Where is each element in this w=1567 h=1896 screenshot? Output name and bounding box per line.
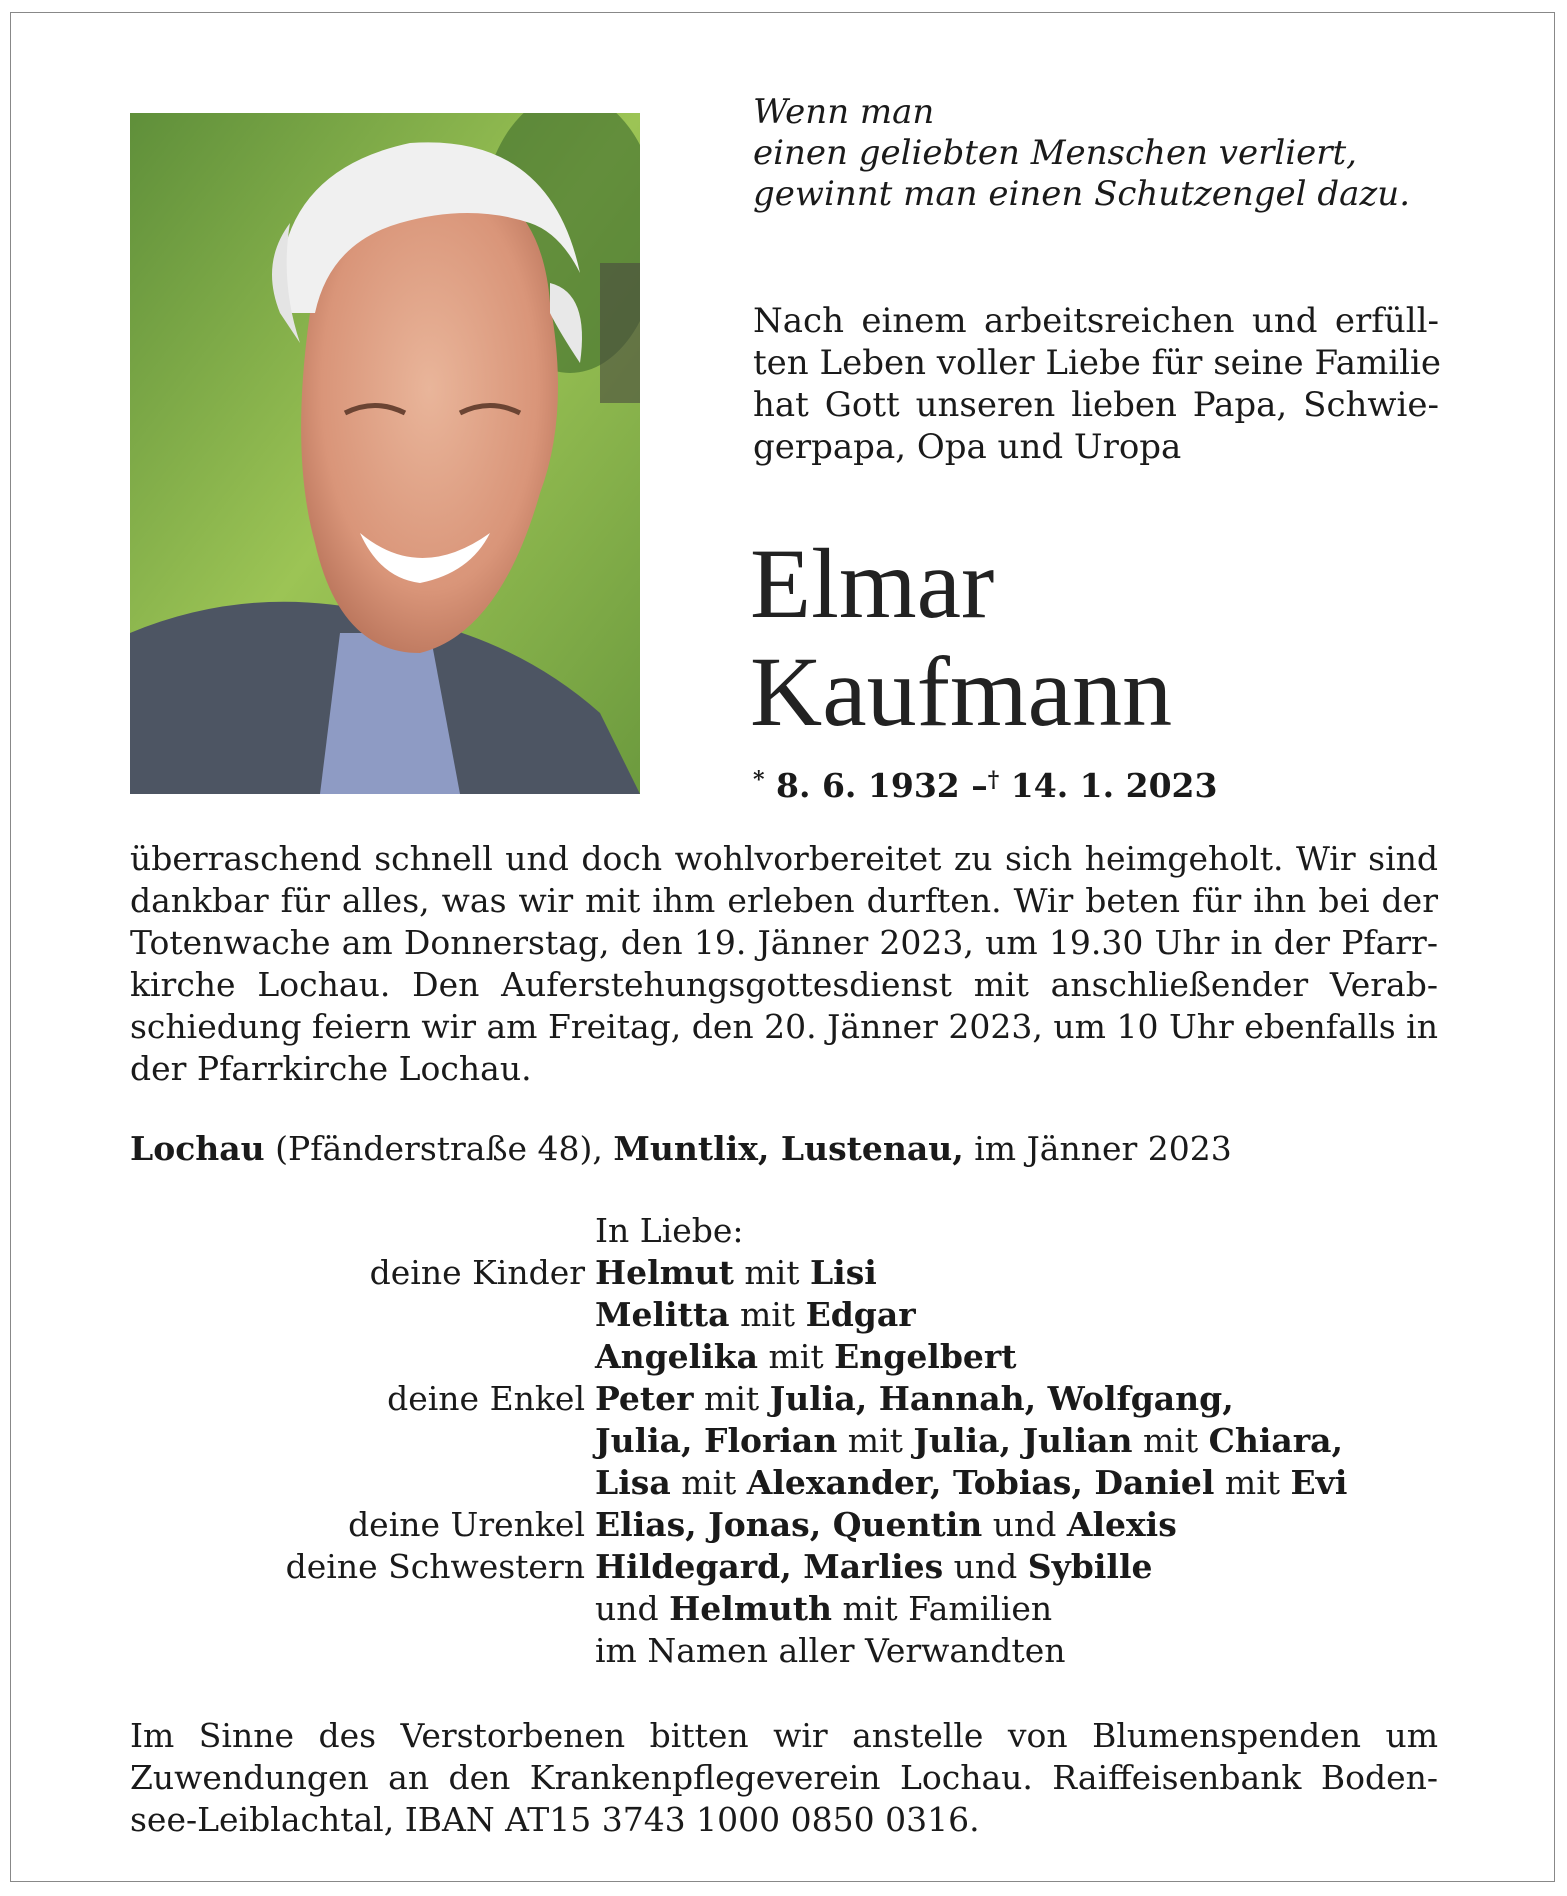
body-line: der Pfarrkirche Lochau. [130,1049,532,1088]
connector-text: und [982,1505,1067,1544]
connector-text: mit [837,1421,914,1460]
family-relation-label: deine Schwestern [285,1547,585,1586]
family-row [130,1252,1430,1294]
last-name: Kaufmann [750,636,1173,747]
member-name: Helmut [595,1253,734,1292]
family-row [130,1378,1430,1420]
date-dash: – [971,766,988,805]
family-relation-label [130,1336,595,1378]
family-members [595,1546,1430,1588]
place-address: (Pfänderstraße 48), [264,1129,614,1168]
connector-text: im Namen aller Verwandten [595,1631,1066,1670]
family-members [595,1504,1430,1546]
family-members [595,1378,1430,1420]
member-name: Edgar [805,1295,916,1334]
place-month: im Jänner 2023 [963,1129,1232,1168]
family-row [130,1336,1430,1378]
body-line: schiedung feiern wir am Freitag, den 20. Jänner 2023, um 10 Uhr ebenfalls in [130,1007,1438,1046]
death-date: 14. 1. 2023 [1010,766,1218,805]
family-heading-row [130,1210,1430,1252]
member-name: Lisa [595,1463,671,1502]
connector-text: mit [1214,1463,1291,1502]
footer-line: Im Sinne des Verstorbenen bitten wir anstelle von Blumenspenden um [130,1716,1438,1755]
connector-text: mit Familien [831,1589,1053,1628]
mourners-list [130,1210,1430,1672]
member-name: Lisi [809,1253,877,1292]
intro-line: hat Gott unseren lieben Papa, Schwie- [753,385,1439,425]
motto-line: einen geliebten Menschen verliert, [753,133,1357,173]
member-name: Julia, Hannah, Wolfgang, [769,1379,1234,1418]
family-row [130,1294,1430,1336]
footer-line: Zuwendungen an den Krankenpflegeverein Lochau. Raiffeisenbank Boden- [130,1758,1438,1797]
family-relation-label [130,1462,595,1504]
place-others: Muntlix, Lustenau, [613,1129,964,1168]
member-name: Angelika [595,1337,758,1376]
connector-text: mit [729,1295,806,1334]
family-relation-label: deine Enkel [387,1379,585,1418]
member-name: Elias, Jonas, Quentin [595,1505,983,1544]
body-line: kirche Lochau. Den Auferstehungsgottesdienst mit anschließender Verab- [130,965,1438,1004]
family-relation-label [130,1588,595,1630]
first-name: Elmar [750,528,995,639]
footer-line: see-Leiblachtal, IBAN AT15 3743 1000 0850 0316. [130,1800,980,1839]
member-name: Hildegard, Marlies [595,1547,944,1586]
member-name: Peter [595,1379,694,1418]
family-row [130,1630,1430,1672]
motto-line: gewinnt man einen Schutzengel dazu. [753,174,1411,214]
member-name: Sybille [1027,1547,1153,1586]
connector-text: mit [733,1253,810,1292]
family-members [595,1252,1430,1294]
member-name: Melitta [595,1295,730,1334]
member-name: Julia, Florian [595,1421,838,1460]
member-name: Engelbert [834,1337,1017,1376]
family-row [130,1462,1430,1504]
member-name: Alexander, Tobias, Daniel [746,1463,1215,1502]
birth-date: 8. 6. 1932 [776,766,960,805]
connector-text: und [595,1589,670,1628]
connector-text: und [943,1547,1028,1586]
connector-text: mit [758,1337,835,1376]
deceased-name [750,530,1172,746]
member-name: Helmuth [669,1589,832,1628]
intro-line: gerpapa, Opa und Uropa [753,427,1182,467]
body-line: überraschend schnell und doch wohlvorbereitet zu sich heimgeholt. Wir sind [130,839,1438,878]
intro-line: Nach einem arbeitsreichen und erfüll- [753,301,1439,341]
member-name: Alexis [1066,1505,1177,1544]
place-and-date [130,1128,1232,1170]
family-relation-label [130,1420,595,1462]
motto-verse [753,92,1410,215]
family-members [595,1420,1430,1462]
intro-paragraph [753,300,1442,468]
family-row [130,1504,1430,1546]
family-members [595,1336,1430,1378]
member-name: Julia, Julian [913,1421,1133,1460]
family-members [595,1630,1430,1672]
body-line: dankbar für alles, was wir mit ihm erleben durften. Wir beten für ihn bei der [130,881,1438,920]
connector-text: mit [693,1379,770,1418]
place-town: Lochau [130,1129,265,1168]
motto-line: Wenn man [753,92,935,132]
family-members [595,1462,1430,1504]
family-row [130,1420,1430,1462]
connector-text: mit [670,1463,747,1502]
family-relation-label: deine Urenkel [348,1505,585,1544]
family-members [595,1588,1430,1630]
intro-line: ten Leben voller Liebe für seine Familie [753,343,1442,383]
connector-text: mit [1132,1421,1209,1460]
member-name: Chiara, [1208,1421,1344,1460]
death-symbol: † [987,767,1000,793]
family-relation-label [130,1630,595,1672]
donation-note [130,1715,1438,1841]
family-relation-label: deine Kinder [369,1253,585,1292]
portrait-photo [130,113,640,794]
family-row [130,1588,1430,1630]
family-members [595,1294,1430,1336]
body-line: Totenwache am Donnerstag, den 19. Jänner 2023, um 19.30 Uhr in der Pfarr- [130,923,1438,962]
family-row [130,1546,1430,1588]
member-name: Evi [1290,1463,1348,1502]
birth-symbol: * [753,767,765,793]
life-dates [753,760,1217,806]
announcement-paragraph [130,838,1438,1090]
family-relation-label [130,1294,595,1336]
family-heading: In Liebe: [595,1211,744,1250]
